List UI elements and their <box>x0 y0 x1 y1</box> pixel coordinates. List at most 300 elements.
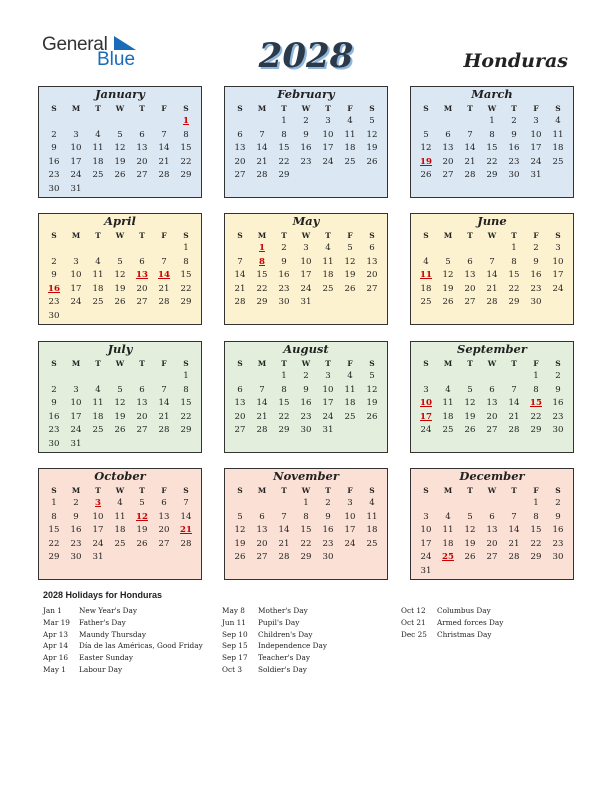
day-cell: 16 <box>70 525 82 536</box>
holiday-entry <box>222 664 327 676</box>
weekday-header: S <box>555 486 561 495</box>
weekday-header: T <box>95 104 101 113</box>
weekday-header: S <box>555 359 561 368</box>
logo-text-general: General <box>42 34 108 55</box>
day-cell: 31 <box>420 565 432 576</box>
day-cell: 13 <box>234 143 246 154</box>
day-cell: 3 <box>73 256 79 267</box>
holiday-name: Soldier's Day <box>258 664 307 674</box>
day-cell: 5 <box>117 384 123 395</box>
day-cell: 9 <box>303 384 309 395</box>
weekday-header: F <box>161 231 167 240</box>
day-cell: 9 <box>511 129 517 140</box>
weekday-header: S <box>183 359 189 368</box>
day-cell: 15 <box>180 270 192 281</box>
day-cell: 21 <box>234 283 246 294</box>
day-cell: 11 <box>442 525 454 536</box>
day-cell: 6 <box>369 243 375 253</box>
day-cell: 19 <box>464 538 476 549</box>
weekday-header: M <box>71 231 81 240</box>
weekday-header: W <box>301 486 311 495</box>
weekday-header: T <box>95 231 101 240</box>
weekday-header: T <box>325 359 331 368</box>
day-cell: 26 <box>442 297 454 308</box>
day-cell: 9 <box>51 398 57 409</box>
day-cell: 17 <box>70 283 82 294</box>
holidays-column <box>222 605 327 676</box>
day-cell: 1 <box>303 498 309 508</box>
day-cell: 14 <box>256 143 268 154</box>
empty-day-cell <box>153 242 175 256</box>
weekday-header: M <box>71 104 81 113</box>
empty-day-cell <box>109 242 131 256</box>
day-cell: 17 <box>92 525 104 536</box>
weekday-header: T <box>325 486 331 495</box>
day-cell: 30 <box>70 552 82 563</box>
weekday-header: T <box>95 486 101 495</box>
weekday-header: W <box>487 359 497 368</box>
day-cell: 2 <box>51 129 57 140</box>
empty-day-cell <box>65 115 87 129</box>
day-cell: 7 <box>511 511 517 522</box>
day-cell: 5 <box>369 371 375 381</box>
weekday-header: S <box>237 359 243 368</box>
day-grid <box>39 102 201 197</box>
day-cell: 9 <box>73 511 79 522</box>
day-cell: 23 <box>48 297 60 308</box>
day-cell: 28 <box>234 297 246 308</box>
day-cell: 10 <box>70 143 82 154</box>
holiday-date: Sep 10 <box>222 629 248 639</box>
holiday-name: Christmas Day <box>437 629 492 639</box>
day-cell: 25 <box>114 538 126 549</box>
weekday-header: M <box>443 104 453 113</box>
day-cell: 25 <box>344 156 356 167</box>
day-cell: 20 <box>234 156 246 167</box>
day-cell: 26 <box>234 552 246 563</box>
day-cell: 26 <box>366 156 378 167</box>
day-cell: 24 <box>420 552 432 563</box>
day-cell: 14 <box>464 143 476 154</box>
empty-day-cell <box>415 115 437 129</box>
empty-day-cell <box>459 115 481 129</box>
weekday-header: T <box>467 104 473 113</box>
day-cell: 2 <box>555 498 561 508</box>
holiday-date: Apr 14 <box>43 641 69 651</box>
day-cell: 6 <box>237 129 243 140</box>
day-cell: 17 <box>70 411 82 422</box>
empty-day-cell <box>415 370 437 384</box>
day-cell: 27 <box>234 170 246 181</box>
month-october <box>38 468 202 580</box>
day-cell: 20 <box>442 156 454 167</box>
day-cell: 22 <box>278 411 290 422</box>
weekday-header: T <box>467 231 473 240</box>
month-february <box>224 86 388 198</box>
weekday-header: M <box>71 359 81 368</box>
weekday-header: T <box>325 231 331 240</box>
holiday-entry <box>43 652 203 664</box>
day-cell: 12 <box>366 384 378 395</box>
day-grid <box>225 229 387 310</box>
day-cell: 17 <box>322 143 334 154</box>
empty-day-cell <box>459 370 481 384</box>
day-cell: 18 <box>366 525 378 536</box>
day-cell: 10 <box>70 398 82 409</box>
day-cell: 15 <box>530 525 542 536</box>
day-cell: 18 <box>552 143 564 154</box>
day-cell: 10 <box>420 525 432 536</box>
day-cell: 27 <box>136 297 148 308</box>
empty-day-cell <box>415 242 437 256</box>
day-cell: 11 <box>344 384 356 395</box>
holiday-entry <box>222 617 327 629</box>
day-cell: 20 <box>234 411 246 422</box>
holiday-name: Father's Day <box>79 617 126 627</box>
day-cell: 26 <box>420 170 432 181</box>
weekday-header: T <box>511 359 517 368</box>
day-cell: 7 <box>161 384 167 395</box>
day-cell: 29 <box>530 425 542 436</box>
weekday-header: F <box>347 359 353 368</box>
weekday-header: S <box>51 231 57 240</box>
day-cell: 29 <box>300 552 312 563</box>
weekday-header: T <box>139 104 145 113</box>
day-cell: 1 <box>533 498 539 508</box>
weekday-header: T <box>139 359 145 368</box>
day-cell: 7 <box>467 129 473 140</box>
day-cell: 25 <box>420 297 432 308</box>
day-cell: 15 <box>256 270 268 281</box>
day-cell: 8 <box>51 511 57 522</box>
calendar-year: 2028 <box>258 36 354 76</box>
day-cell: 7 <box>511 384 517 395</box>
day-cell: 26 <box>136 538 148 549</box>
day-cell: 11 <box>92 270 104 281</box>
day-cell: 2 <box>303 116 309 126</box>
day-cell: 2 <box>303 371 309 381</box>
day-cell: 28 <box>256 170 268 181</box>
day-cell: 11 <box>92 398 104 409</box>
day-cell: 16 <box>48 156 60 167</box>
day-cell: 12 <box>366 129 378 140</box>
empty-day-cell <box>415 497 437 511</box>
day-cell: 20 <box>136 156 148 167</box>
empty-day-cell <box>481 497 503 511</box>
day-cell: 2 <box>533 243 539 253</box>
holiday-date: May 1 <box>43 664 66 674</box>
day-cell: 18 <box>114 525 126 536</box>
day-cell: 18 <box>344 143 356 154</box>
day-cell: 20 <box>464 283 476 294</box>
day-cell: 25 <box>92 297 104 308</box>
day-cell: 1 <box>281 371 287 381</box>
day-cell: 2 <box>281 243 287 253</box>
holiday-date: Oct 21 <box>401 617 426 627</box>
holiday-day-cell: 16 <box>48 283 60 294</box>
day-cell: 29 <box>486 170 498 181</box>
day-cell: 29 <box>180 170 192 181</box>
holiday-day-cell: 14 <box>158 270 170 281</box>
holiday-day-cell: 19 <box>420 156 432 167</box>
day-cell: 4 <box>347 116 353 126</box>
day-cell: 6 <box>139 384 145 395</box>
day-cell: 4 <box>95 384 101 395</box>
day-cell: 9 <box>555 384 561 395</box>
day-cell: 29 <box>278 425 290 436</box>
empty-day-cell <box>251 115 273 129</box>
day-cell: 24 <box>552 283 564 294</box>
day-cell: 10 <box>300 256 312 267</box>
day-cell: 21 <box>278 538 290 549</box>
day-cell: 16 <box>552 398 564 409</box>
day-cell: 23 <box>552 411 564 422</box>
day-cell: 27 <box>234 425 246 436</box>
holiday-entry <box>401 617 503 629</box>
day-cell: 14 <box>508 525 520 536</box>
holiday-day-cell: 1 <box>259 243 265 253</box>
day-cell: 11 <box>552 129 564 140</box>
day-cell: 12 <box>464 525 476 536</box>
day-cell: 12 <box>442 270 454 281</box>
day-cell: 23 <box>48 170 60 181</box>
day-cell: 26 <box>114 297 126 308</box>
month-name: April <box>104 214 136 228</box>
holiday-entry <box>222 629 327 641</box>
day-cell: 6 <box>237 384 243 395</box>
holiday-name: Labour Day <box>79 664 123 674</box>
day-cell: 4 <box>555 116 561 126</box>
holiday-date: May 8 <box>222 606 245 615</box>
day-cell: 25 <box>92 425 104 436</box>
month-name: March <box>471 87 513 101</box>
day-cell: 8 <box>511 256 517 267</box>
day-cell: 13 <box>136 143 148 154</box>
weekday-header: S <box>369 231 375 240</box>
day-cell: 14 <box>256 398 268 409</box>
weekday-header: W <box>115 231 125 240</box>
day-cell: 18 <box>420 283 432 294</box>
day-cell: 28 <box>464 170 476 181</box>
day-cell: 4 <box>347 371 353 381</box>
day-cell: 30 <box>530 297 542 308</box>
weekday-header: F <box>347 104 353 113</box>
day-grid <box>39 484 201 565</box>
day-grid <box>39 229 201 324</box>
day-cell: 8 <box>183 256 189 267</box>
day-cell: 25 <box>366 538 378 549</box>
holiday-entry <box>401 629 503 641</box>
day-cell: 18 <box>92 411 104 422</box>
day-cell: 15 <box>180 398 192 409</box>
day-cell: 10 <box>92 511 104 522</box>
day-cell: 9 <box>533 256 539 267</box>
day-cell: 10 <box>344 511 356 522</box>
weekday-header: S <box>423 231 429 240</box>
day-cell: 26 <box>464 425 476 436</box>
day-cell: 5 <box>467 511 473 522</box>
holiday-day-cell: 8 <box>259 256 265 267</box>
weekday-header: T <box>511 486 517 495</box>
day-cell: 29 <box>180 297 192 308</box>
day-cell: 3 <box>325 116 331 126</box>
day-cell: 15 <box>508 270 520 281</box>
day-cell: 22 <box>530 538 542 549</box>
month-january <box>38 86 202 198</box>
day-cell: 5 <box>139 498 145 508</box>
empty-day-cell <box>87 370 109 384</box>
weekday-header: W <box>115 104 125 113</box>
day-cell: 13 <box>234 398 246 409</box>
day-cell: 22 <box>278 156 290 167</box>
month-march <box>410 86 574 198</box>
holiday-entry <box>222 652 327 664</box>
month-august <box>224 341 388 453</box>
day-cell: 30 <box>552 425 564 436</box>
day-cell: 29 <box>180 425 192 436</box>
day-cell: 4 <box>325 243 331 253</box>
day-cell: 3 <box>533 116 539 126</box>
day-cell: 24 <box>70 170 82 181</box>
day-cell: 17 <box>530 143 542 154</box>
day-cell: 28 <box>486 297 498 308</box>
day-cell: 31 <box>92 552 104 563</box>
day-cell: 10 <box>552 256 564 267</box>
weekday-header: S <box>183 231 189 240</box>
day-cell: 13 <box>464 270 476 281</box>
empty-day-cell <box>437 497 459 511</box>
month-name: May <box>292 214 320 228</box>
day-cell: 29 <box>48 552 60 563</box>
day-cell: 24 <box>322 156 334 167</box>
day-cell: 31 <box>70 183 82 194</box>
day-cell: 9 <box>281 256 287 267</box>
weekday-header: T <box>281 231 287 240</box>
day-cell: 14 <box>486 270 498 281</box>
day-cell: 19 <box>114 283 126 294</box>
day-cell: 13 <box>366 256 378 267</box>
holiday-date: Jan 1 <box>43 606 62 615</box>
day-cell: 22 <box>256 283 268 294</box>
holiday-entry <box>401 605 503 617</box>
holiday-entry <box>43 664 203 676</box>
month-december <box>410 468 574 580</box>
weekday-header: F <box>533 486 539 495</box>
day-cell: 5 <box>347 243 353 253</box>
day-cell: 21 <box>464 156 476 167</box>
day-cell: 11 <box>442 398 454 409</box>
day-cell: 14 <box>158 398 170 409</box>
day-cell: 13 <box>486 398 498 409</box>
day-cell: 8 <box>183 129 189 140</box>
day-cell: 20 <box>486 411 498 422</box>
holiday-day-cell: 12 <box>136 511 148 522</box>
day-cell: 7 <box>161 129 167 140</box>
empty-day-cell <box>43 115 65 129</box>
day-cell: 7 <box>183 498 189 508</box>
month-may <box>224 213 388 325</box>
day-grid <box>225 484 387 565</box>
day-cell: 29 <box>530 552 542 563</box>
day-cell: 20 <box>136 411 148 422</box>
day-cell: 4 <box>117 498 123 508</box>
day-cell: 6 <box>489 384 495 395</box>
day-cell: 3 <box>555 243 561 253</box>
holiday-date: Sep 17 <box>222 653 248 663</box>
empty-day-cell <box>251 497 273 511</box>
weekday-header: F <box>161 486 167 495</box>
day-cell: 8 <box>281 384 287 395</box>
day-cell: 28 <box>508 552 520 563</box>
day-cell: 21 <box>508 411 520 422</box>
day-cell: 27 <box>158 538 170 549</box>
day-cell: 12 <box>114 143 126 154</box>
day-cell: 1 <box>183 243 189 253</box>
empty-day-cell <box>437 115 459 129</box>
weekday-header: M <box>257 359 267 368</box>
day-cell: 5 <box>369 116 375 126</box>
day-cell: 28 <box>278 552 290 563</box>
weekday-header: W <box>487 486 497 495</box>
day-cell: 5 <box>445 256 451 267</box>
weekday-header: W <box>301 231 311 240</box>
day-cell: 6 <box>139 256 145 267</box>
day-cell: 10 <box>70 270 82 281</box>
day-cell: 10 <box>322 384 334 395</box>
weekday-header: T <box>325 104 331 113</box>
holiday-day-cell: 25 <box>442 552 454 563</box>
holiday-day-cell: 11 <box>420 270 432 281</box>
month-name: July <box>107 342 133 356</box>
day-cell: 4 <box>445 511 451 522</box>
day-cell: 1 <box>489 116 495 126</box>
day-cell: 27 <box>136 425 148 436</box>
weekday-header: W <box>487 104 497 113</box>
weekday-header: S <box>369 359 375 368</box>
empty-day-cell <box>251 370 273 384</box>
weekday-header: W <box>115 486 125 495</box>
holiday-date: Dec 25 <box>401 629 427 639</box>
day-cell: 25 <box>552 156 564 167</box>
day-cell: 23 <box>552 538 564 549</box>
day-cell: 6 <box>161 498 167 508</box>
day-cell: 31 <box>530 170 542 181</box>
day-cell: 1 <box>533 371 539 381</box>
day-cell: 18 <box>92 283 104 294</box>
day-cell: 26 <box>344 283 356 294</box>
day-cell: 14 <box>234 270 246 281</box>
day-cell: 5 <box>117 256 123 267</box>
weekday-header: T <box>281 486 287 495</box>
day-cell: 27 <box>366 283 378 294</box>
weekday-header: F <box>161 359 167 368</box>
weekday-header: F <box>533 359 539 368</box>
weekday-header: S <box>51 486 57 495</box>
day-cell: 7 <box>161 256 167 267</box>
empty-day-cell <box>43 242 65 256</box>
day-cell: 23 <box>48 425 60 436</box>
day-cell: 29 <box>508 297 520 308</box>
weekday-header: F <box>161 104 167 113</box>
month-name: November <box>273 469 339 483</box>
day-cell: 12 <box>114 270 126 281</box>
day-cell: 18 <box>344 398 356 409</box>
day-cell: 30 <box>48 438 60 449</box>
day-cell: 24 <box>344 538 356 549</box>
day-cell: 3 <box>325 371 331 381</box>
day-cell: 5 <box>467 384 473 395</box>
weekday-header: S <box>423 359 429 368</box>
